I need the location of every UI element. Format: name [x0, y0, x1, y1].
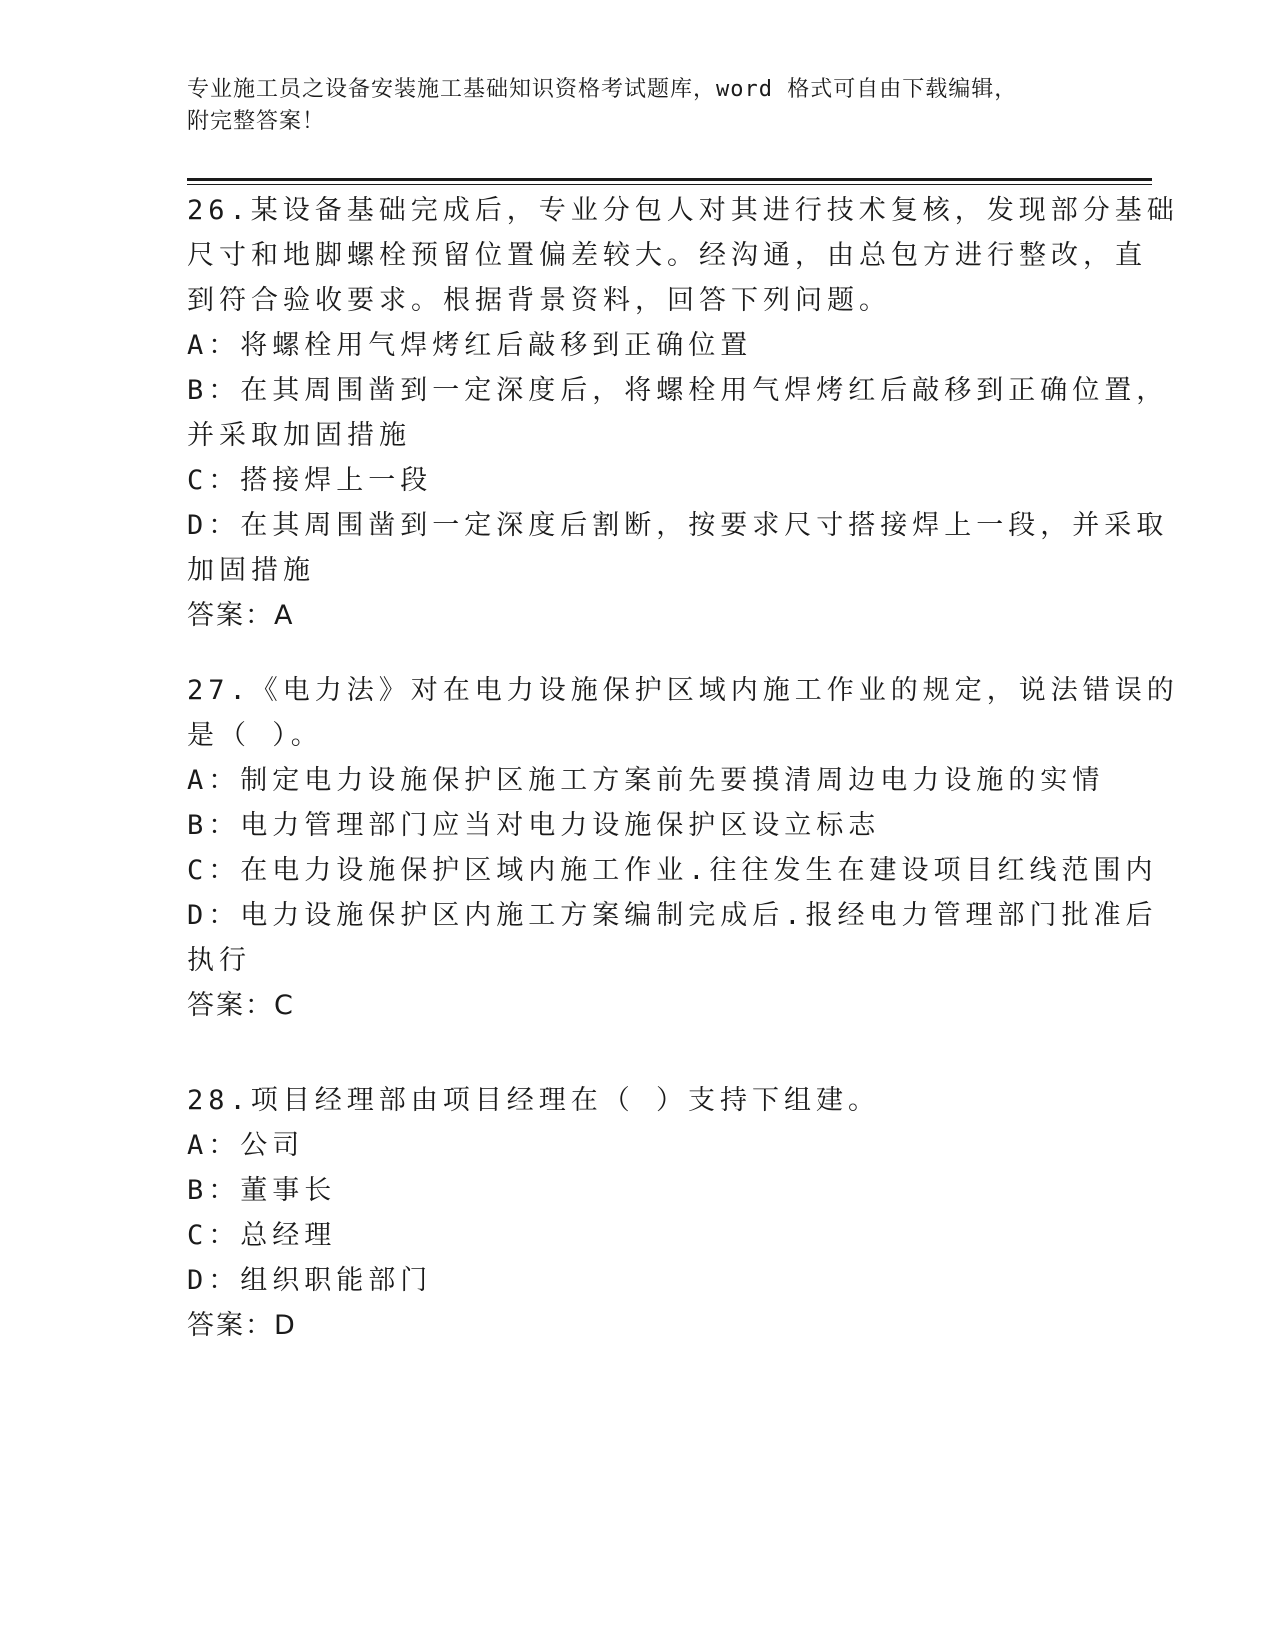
header-rule-thin	[187, 184, 1152, 185]
option-d: D：电力设施保护区内施工方案编制完成后.报经电力管理部门批准后	[187, 900, 1158, 931]
answer-label: 答案：D	[187, 1310, 297, 1341]
question-stem-line: 28.项目经理部由项目经理在（ ）支持下组建。	[187, 1085, 881, 1116]
question-26	[187, 188, 1179, 638]
question-stem-line: 26.某设备基础完成后，专业分包人对其进行技术复核，发现部分基础	[187, 195, 1179, 226]
question-28	[187, 1078, 1087, 1348]
option-d-continued: 执行	[187, 945, 251, 976]
option-d-continued: 加固措施	[187, 555, 315, 586]
option-d: D：组织职能部门	[187, 1265, 433, 1296]
question-stem-line: 到符合验收要求。根据背景资料，回答下列问题。	[187, 285, 891, 316]
question-stem-line: 尺寸和地脚螺栓预留位置偏差较大。经沟通，由总包方进行整改，直	[187, 240, 1147, 271]
question-stem-line: 是（ ）。	[187, 720, 323, 751]
option-b: B：董事长	[187, 1175, 337, 1206]
header-rule-thick	[187, 178, 1152, 181]
option-d: D：在其周围凿到一定深度后割断，按要求尺寸搭接焊上一段，并采取	[187, 510, 1169, 541]
option-b: B：在其周围凿到一定深度后，将螺栓用气焊烤红后敲移到正确位置，	[187, 375, 1169, 406]
option-c: C：搭接焊上一段	[187, 465, 433, 496]
question-stem-line: 27.《电力法》对在电力设施保护区域内施工作业的规定，说法错误的	[187, 675, 1179, 706]
answer-label: 答案：A	[187, 600, 295, 631]
option-c: C：在电力设施保护区域内施工作业.往往发生在建设项目红线范围内	[187, 855, 1158, 886]
question-27	[187, 668, 1179, 1028]
header-line-2: 附完整答案！	[187, 109, 326, 134]
header-note	[187, 74, 1087, 138]
option-b-continued: 并采取加固措施	[187, 420, 411, 451]
option-a: A：制定电力设施保护区施工方案前先要摸清周边电力设施的实情	[187, 765, 1105, 796]
answer-label: 答案：C	[187, 990, 295, 1021]
option-b: B：电力管理部门应当对电力设施保护区设立标志	[187, 810, 881, 841]
header-line-1: 专业施工员之设备安装施工基础知识资格考试题库，word 格式可自由下载编辑，	[187, 77, 1018, 102]
option-c: C：总经理	[187, 1220, 337, 1251]
option-a: A：将螺栓用气焊烤红后敲移到正确位置	[187, 330, 753, 361]
option-a: A：公司	[187, 1130, 305, 1161]
